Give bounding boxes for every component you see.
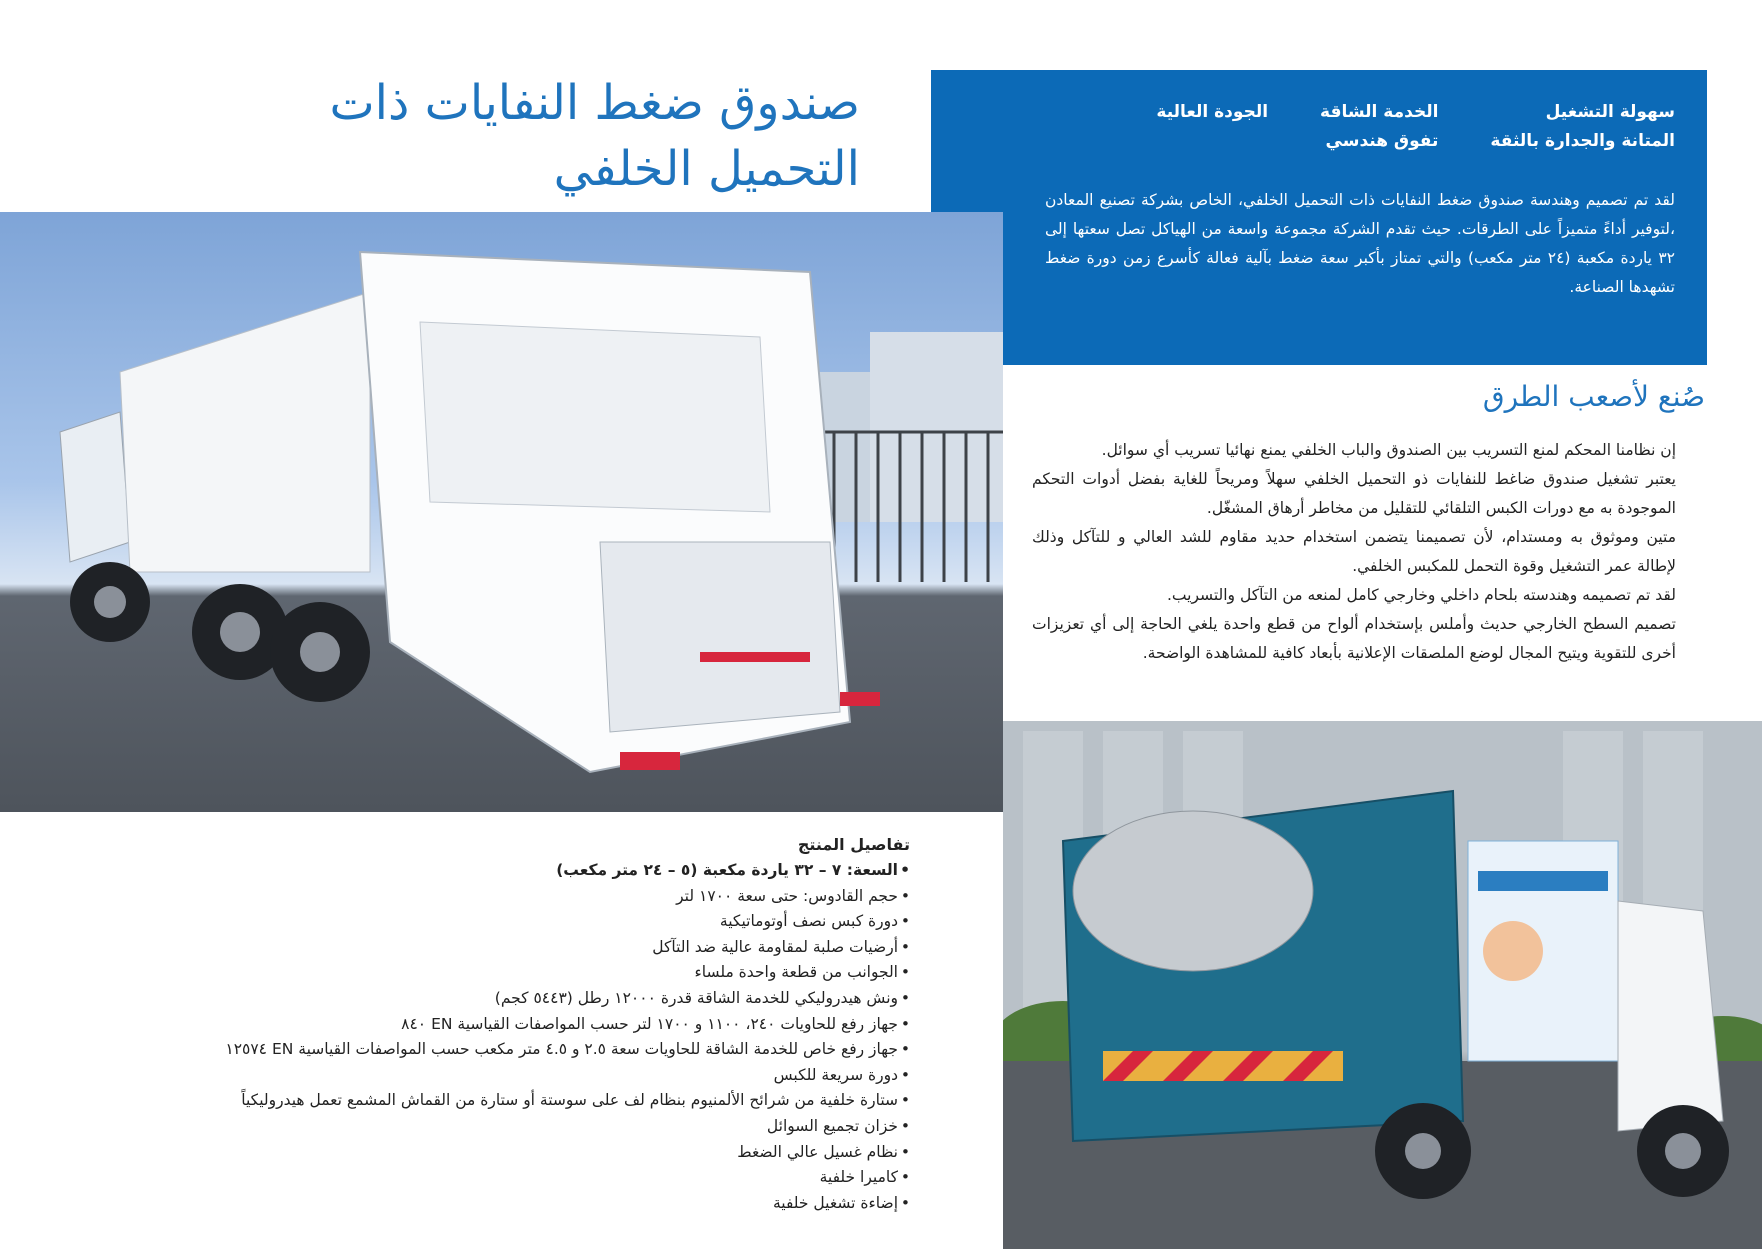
- section-paragraph: متين وموثوق به ومستدام، لأن تصميمنا يتضمن استخدام حديد مقاوم للشد العالي و للتآكل وذلك لإطالة عمر التشغيل وقوة التحمل للمكبس الخلفي.: [1032, 528, 1676, 575]
- details-item: • أرضيات صلبة لمقاومة عالية ضد التآكل: [140, 935, 910, 961]
- intro-paragraph: لقد تم تصميم وهندسة صندوق ضغط النفايات ذات التحميل الخلفي، الخاص بشركة تصنيع المعادن ،لتوفير أداءً متميزاً على الطرقات. حيث تقدم الشركة مجموعة واسعة من الهياكل تصل سعتها إلى ٣٢ ياردة مكعبة (٢٤ متر مكعب) والتي تمتاز بأكبر سعة ضغط بآلية فعالة كأسرع زمن دورة ضغط تشهدها الصناعة.: [1045, 191, 1675, 296]
- details-item: • الجوانب من قطعة واحدة ملساء: [140, 960, 910, 986]
- product-details: [140, 832, 910, 1216]
- details-item: • دورة سريعة للكبس: [140, 1063, 910, 1089]
- white-truck-illustration: [0, 212, 1003, 812]
- feature-list: [1155, 102, 1675, 151]
- blue-garbage-truck-photo: [1003, 721, 1762, 1249]
- section-title: صُنع لأصعب الطرق: [1482, 380, 1705, 413]
- details-item: • خزان تجميع السوائل: [140, 1114, 910, 1140]
- page-title-line-2: التحميل الخلفي: [553, 141, 860, 197]
- details-item: • ونش هيدروليكي للخدمة الشاقة قدرة ١٢٠٠٠ رطل (٥٤٤٣ كجم): [140, 986, 910, 1012]
- feature-item: الجودة العالية: [1156, 102, 1269, 122]
- details-item: • إضاءة تشغيل خلفية: [140, 1191, 910, 1217]
- section-paragraph: يعتبر تشغيل صندوق ضاغط للنفايات ذو التحميل الخلفي سهلاً ومريحاً للغاية بفضل أدوات التحكم الموجودة به مع دورات الكبس التلقائي للتقليل من مخاطر أرهاق المشغّل.: [1032, 470, 1676, 517]
- section-body: [1032, 436, 1676, 668]
- details-item: • كاميرا خلفية: [140, 1165, 910, 1191]
- details-item: • جهاز رفع للحاويات ٢٤٠، ١١٠٠ و ١٧٠٠ لتر حسب المواصفات القياسية EN ٨٤٠: [140, 1012, 910, 1038]
- details-item: • السعة: ٧ – ٣٢ ياردة مكعبة (٥ – ٢٤ متر مكعب): [140, 858, 910, 884]
- details-item: • حجم القادوس: حتى سعة ١٧٠٠ لتر: [140, 884, 910, 910]
- feature-item: سهولة التشغيل: [1545, 102, 1675, 122]
- feature-item: الخدمة الشاقة: [1320, 102, 1439, 122]
- feature-item: تفوق هندسي: [1325, 131, 1439, 151]
- details-heading: تفاصيل المنتج: [797, 835, 910, 854]
- page-title: [240, 70, 860, 202]
- details-item: • ستارة خلفية من شرائح الألمنيوم بنظام لف على سوستة أو ستارة من القماش المشمع تعمل هيدروليكياً: [140, 1088, 910, 1114]
- intro-panel: [931, 70, 1707, 365]
- details-item: • جهاز رفع خاص للخدمة الشاقة للحاويات سعة ٢.٥ و ٤.٥ متر مكعب حسب المواصفات القياسية EN ١٢٥٧٤: [140, 1037, 910, 1063]
- section-paragraph: لقد تم تصميمه وهندسته بلحام داخلي وخارجي كامل لمنعه من التآكل والتسريب.: [1167, 586, 1676, 604]
- details-item: • نظام غسيل عالي الضغط: [140, 1140, 910, 1166]
- blue-truck-illustration: [1003, 721, 1762, 1249]
- section-paragraph: تصميم السطح الخارجي حديث وأملس بإستخدام ألواح من قطع واحدة يلغي الحاجة إلى أي تعزيزات أخرى للتقوية ويتيح المجال لوضع الملصقات الإعلانية بأبعاد كافية للمشاهدة الواضحة.: [1032, 615, 1676, 662]
- feature-item: المتانة والجدارة بالثقة: [1490, 131, 1675, 151]
- section-paragraph: إن نظامنا المحكم لمنع التسريب بين الصندوق والباب الخلفي يمنع نهائيا تسريب أي سوائل.: [1101, 441, 1676, 459]
- details-list: [140, 858, 910, 1216]
- white-garbage-truck-photo: [0, 212, 1003, 812]
- details-item: • دورة كبس نصف أوتوماتيكية: [140, 909, 910, 935]
- page-title-line-1: صندوق ضغط النفايات ذات: [329, 75, 860, 131]
